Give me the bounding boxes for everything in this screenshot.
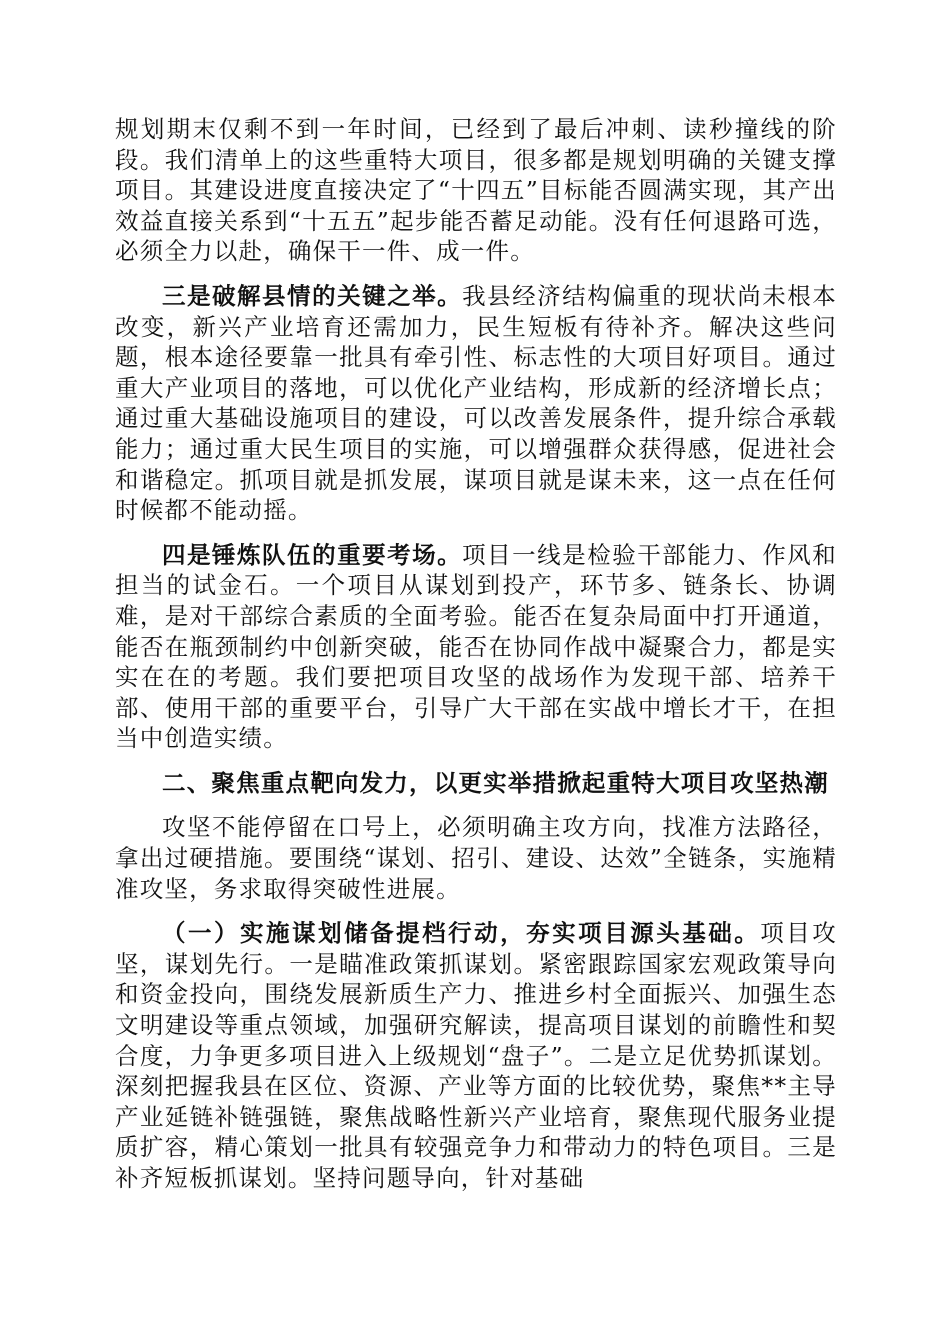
paragraph-lead: 三是破解县情的关键之举。 (162, 281, 463, 310)
paragraph-lead: （一）实施谋划储备提档行动，夯实项目源头基础。 (162, 919, 761, 948)
paragraph-subsection-one (115, 918, 837, 1193)
paragraph-point-three (115, 281, 837, 526)
section-heading-two: 二、聚焦重点靶向发力，以更实举措掀起重特大项目攻坚热潮 (162, 768, 829, 797)
paragraph-text: 我县经济结构偏重的现状尚未根本改变，新兴产业培育还需加力，民生短板有待补齐。解决这些问题，根本途径要靠一批具有牵引性、标志性的大项目好项目。通过重大产业项目的落地，可以优化产业结构，形成新的经济增长点；通过重大基础设施项目的建设，可以改善发展条件，提升综合承载能力；通过重大民生项目的实施，可以增强群众获得感，促进社会和谐稳定。抓项目就是抓发展，谋项目就是谋未来，这一点在任何时候都不能动摇。 (115, 281, 837, 525)
paragraph-text: 规划期末仅剩不到一年时间，已经到了最后冲刺、读秒撞线的阶段。我们清单上的这些重特大项目，很多都是规划明确的关键支撑项目。其建设进度直接决定了“十四五”目标能否圆满实现，其产出效益直接关系到“十五五”起步能否蓄足动能。没有任何退路可选，必须全力以赴，确保干一件、成一件。 (115, 115, 837, 266)
paragraph-section-intro (115, 812, 837, 904)
paragraph-text: 攻坚不能停留在口号上，必须明确主攻方向，找准方法路径，拿出过硬措施。要围绕“谋划、招引、建设、达效”全链条，实施精准攻坚，务求取得突破性进展。 (115, 813, 837, 903)
paragraph-text: 项目攻坚，谋划先行。一是瞄准政策抓谋划。紧密跟踪国家宏观政策导向和资金投向，围绕发展新质生产力、推进乡村全面振兴、加强生态文明建设等重点领域，加强研究解读，提高项目谋划的前瞻性和契合度，力争更多项目进入上级规划“盘子”。二是立足优势抓谋划。深刻把握我县在区位、资源、产业等方面的比较优势，聚焦**主导产业延链补链强链，聚焦战略性新兴产业培育，聚焦现代服务业提质扩容，精心策划一批具有较强竞争力和带动力的特色项目。三是补齐短板抓谋划。坚持问题导向，针对基础 (115, 919, 837, 1192)
paragraph-intro-continuation (115, 114, 837, 267)
document-page (115, 114, 837, 1208)
paragraph-point-four (115, 540, 837, 754)
paragraph-lead: 四是锤炼队伍的重要考场。 (162, 540, 463, 569)
paragraph-text: 项目一线是检验干部能力、作风和担当的试金石。一个项目从谋划到投产，环节多、链条长、协调难，是对干部综合素质的全面考验。能否在复杂局面中打开通道，能否在瓶颈制约中创新突破，能否在协同作战中凝聚合力，都是实实在在的考题。我们要把项目攻坚的战场作为发现干部、培养干部、使用干部的重要平台，引导广大干部在实战中增长才干，在担当中创造实绩。 (115, 540, 837, 753)
